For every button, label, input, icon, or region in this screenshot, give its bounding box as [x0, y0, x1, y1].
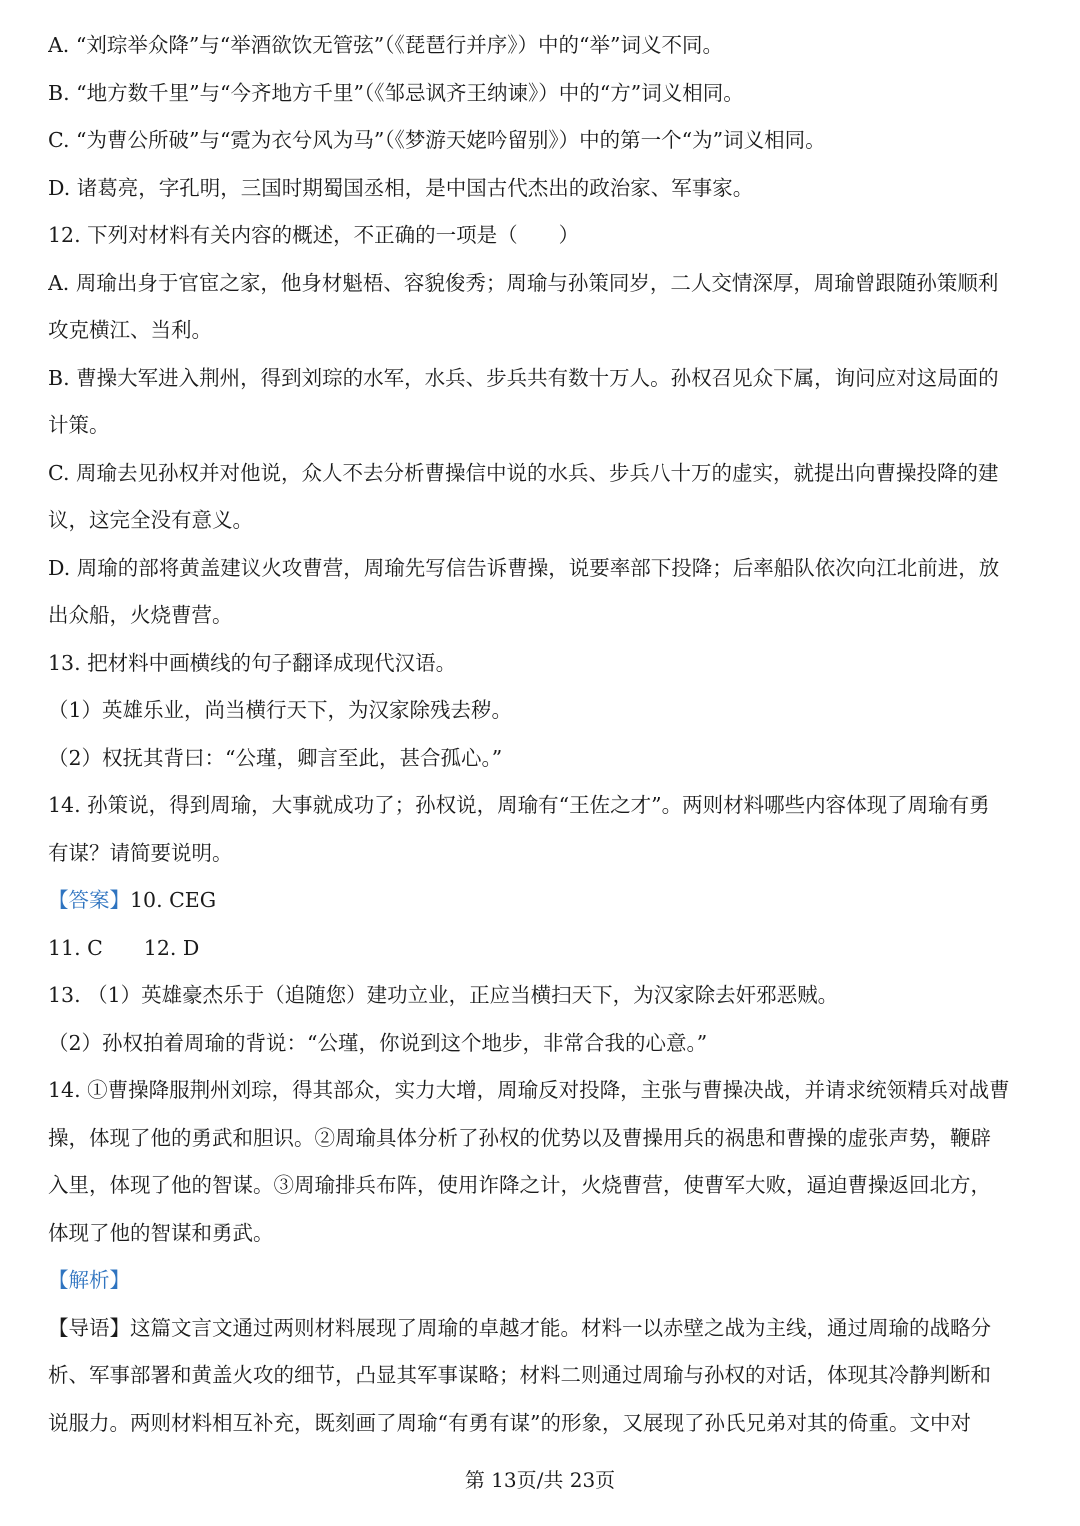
- option-c-q12-line1: C. 周瑜去见孙权并对他说，众人不去分析曹操信中说的水兵、步兵八十万的虚实，就提出向曹操投降的建: [48, 460, 999, 485]
- answer-q11-q12: 11. C 12. D: [48, 935, 200, 960]
- answer-q14-line3: 入里，体现了他的智谋。③周瑜排兵布阵，使用诈降之计，火烧曹营，使曹军大败，逼迫曹操返回北方，: [48, 1173, 991, 1197]
- answer-q14-line4: 体现了他的智谋和勇武。: [48, 1220, 274, 1245]
- answer-tag: 【答案】: [48, 888, 130, 912]
- answer-q13-part2: （2）孙权拍着周瑜的背说：“公瑾，你说到这个地步，非常合我的心意。”: [48, 1030, 708, 1055]
- analysis-tag: 【解析】: [48, 1268, 130, 1292]
- page-footer: 第 13页/共 23页: [464, 1468, 616, 1492]
- option-a-q11: A. “刘琮举众降”与“举酒欲饮无管弦”（《琵琶行并序》）中的“举”词义不同。: [48, 33, 723, 57]
- option-c-q11: C. “为曹公所破”与“霓为衣兮风为马”（《梦游天姥吟留别》）中的第一个“为”词义相同。: [48, 128, 826, 152]
- option-d-q12-line2: 出众船，火烧曹营。: [48, 603, 233, 627]
- option-a-q12-line1: A. 周瑜出身于官宦之家，他身材魁梧、容貌俊秀；周瑜与孙策同岁，二人交情深厚，周瑜曾跟随孙策顺利: [48, 270, 999, 295]
- question-13-part2: （2）权抚其背曰：“公瑾，卿言至此，甚合孤心。”: [48, 745, 503, 770]
- answer-heading: [48, 877, 1040, 925]
- document-page: [48, 22, 1040, 1447]
- question-14-line1: 14. 孙策说，得到周瑜，大事就成功了；孙权说，周瑜有“王佐之才”。两则材料哪些内容体现了周瑜有勇: [48, 793, 990, 817]
- question-13-part1: （1）英雄乐业，尚当横行天下，为汉家除残去秽。: [48, 698, 513, 722]
- option-a-q12-line2: 攻克横江、当利。: [48, 318, 212, 342]
- option-c-q12-line2: 议，这完全没有意义。: [48, 508, 253, 532]
- option-d-q11: D. 诸葛亮，字孔明，三国时期蜀国丞相，是中国古代杰出的政治家、军事家。: [48, 175, 754, 200]
- analysis-line2: 析、军事部署和黄盖火攻的细节，凸显其军事谋略；材料二则通过周瑜与孙权的对话，体现其冷静判断和: [48, 1363, 991, 1387]
- option-b-q12-line1: B. 曹操大军进入荆州，得到刘琮的水军，水兵、步兵共有数十万人。孙权召见众下属，询问应对这局面的: [48, 365, 999, 390]
- answer-q13-part1: 13. （1）英雄豪杰乐于（追随您）建功立业，正应当横扫天下，为汉家除去奸邪恶贼。: [48, 983, 839, 1007]
- answer-q14-line1: 14. ①曹操降服荆州刘琮，得其部众，实力大增，周瑜反对投降，主张与曹操决战，并请求统领精兵对战曹: [48, 1078, 1010, 1102]
- question-14-line2: 有谋？请简要说明。: [48, 840, 233, 865]
- answer-q14-line2: 操，体现了他的勇武和胆识。②周瑜具体分析了孙权的优势以及曹操用兵的祸患和曹操的虚张声势，鞭辟: [48, 1125, 991, 1150]
- analysis-line3: 说服力。两则材料相互补充，既刻画了周瑜“有勇有谋”的形象，又展现了孙氏兄弟对其的倚重。文中对: [48, 1410, 971, 1435]
- option-b-q11: B. “地方数千里”与“今齐地方千里”（《邹忌讽齐王纳谏》）中的“方”词义相同。: [48, 80, 744, 105]
- option-d-q12-line1: D. 周瑜的部将黄盖建议火攻曹营，周瑜先写信告诉曹操，说要率部下投降；后率船队依次向江北前进，放: [48, 555, 1000, 580]
- option-b-q12-line2: 计策。: [48, 413, 110, 437]
- question-13: 13. 把材料中画横线的句子翻译成现代汉语。: [48, 650, 457, 675]
- analysis-heading: [48, 1257, 1040, 1305]
- question-12: 12. 下列对材料有关内容的概述，不正确的一项是（ ）: [48, 223, 580, 247]
- answer-q10: 10. CEG: [130, 888, 217, 912]
- analysis-line1: 【导语】这篇文言文通过两则材料展现了周瑜的卓越才能。材料一以赤壁之战为主线，通过周瑜的战略分: [48, 1315, 991, 1340]
